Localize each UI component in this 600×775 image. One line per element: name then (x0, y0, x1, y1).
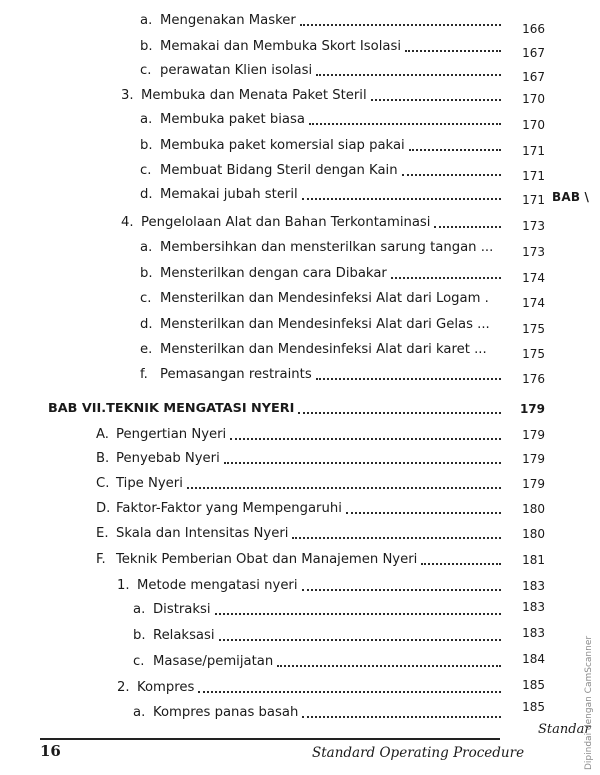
dot-leader (230, 437, 501, 440)
toc-entry (140, 312, 545, 336)
toc-entry (96, 446, 545, 468)
toc-entry-label: a. (140, 13, 153, 28)
toc-entry (140, 337, 545, 361)
toc-entry-text: Mengenakan Masker (160, 13, 296, 28)
dot-leader (187, 486, 501, 489)
toc-entry-label: d. (140, 187, 153, 202)
toc-entry (140, 133, 545, 158)
toc-entry-label: 2. (117, 680, 130, 695)
toc-entry-page: 176 (522, 372, 545, 386)
footer-title: Standard Operating Procedure (312, 745, 525, 761)
toc-entry-label: a. (133, 705, 146, 720)
page-number: 16 (40, 742, 61, 760)
toc-entry-label: B. (96, 451, 110, 466)
toc-entry-text: Membuat Bidang Steril dengan Kain (160, 163, 398, 178)
toc-entry-text: Memakai dan Membuka Skort Isolasi (160, 39, 402, 54)
toc-entry-page: 175 (522, 322, 545, 336)
toc-entry (117, 573, 545, 595)
dot-leader (421, 562, 501, 565)
dot-leader (215, 612, 501, 615)
toc-entry-label: b. (133, 628, 146, 643)
toc-entry-text: Faktor-Faktor yang Mempengaruhi (116, 501, 342, 516)
dot-leader (434, 225, 501, 228)
toc-entry-page: 183 (522, 600, 545, 614)
toc-entry (140, 362, 545, 386)
toc-entry-text: Distraksi (153, 602, 211, 617)
scanner-watermark: Dipindai dengan CamScanner (584, 635, 594, 770)
toc-entry (140, 158, 545, 183)
toc-entry-label: b. (140, 138, 153, 153)
toc-entry-page: 166 (522, 22, 545, 36)
toc-entry-page: 167 (522, 46, 545, 60)
dot-leader (277, 664, 501, 667)
toc-entry (140, 261, 545, 285)
toc-entry-page: 184 (522, 652, 545, 666)
toc-entry (121, 83, 545, 106)
toc-entry-text: Mensterilkan dan Mendesinfeksi Alat dari Logam . (160, 291, 489, 306)
toc-entry (133, 649, 545, 671)
toc-entry-label: D. (96, 501, 111, 516)
toc-entry-label: c. (140, 63, 152, 78)
toc-entry-text: Teknik Pemberian Obat dan Manajemen Nyeri (116, 552, 418, 567)
toc-entry-page: 170 (522, 92, 545, 106)
toc-entry-label: a. (140, 112, 153, 127)
toc-entry-text: Mensterilkan dan Mendesinfeksi Alat dari karet ... (160, 342, 487, 357)
toc-entry (140, 235, 545, 259)
toc-entry-label: 4. (121, 215, 134, 230)
toc-entry (96, 471, 545, 493)
dot-leader (302, 588, 501, 591)
dot-leader (302, 715, 501, 718)
toc-entry-page: 171 (522, 169, 545, 183)
toc-entry-text: Tipe Nyeri (116, 476, 183, 491)
toc-entry-text: perawatan Klien isolasi (160, 63, 313, 78)
toc-entry (121, 210, 545, 233)
toc-entry-page: 181 (522, 553, 545, 567)
adjacent-page-heading: BAB \ (552, 190, 590, 204)
toc-entry (133, 597, 545, 619)
toc-entry-page: 170 (522, 118, 545, 132)
toc-entry-label: 1. (117, 578, 130, 593)
toc-entry-text: Membuka paket komersial siap pakai (160, 138, 405, 153)
toc-entry-page: 179 (522, 477, 545, 491)
toc-entry-text: Membuka paket biasa (160, 112, 305, 127)
toc-entry-label: a. (140, 240, 153, 255)
dot-leader (300, 23, 501, 26)
dot-leader (302, 197, 501, 200)
toc-entry-label: A. (96, 427, 109, 442)
toc-entry-text: Membersihkan dan mensterilkan sarung tangan ... (160, 240, 494, 255)
toc-entry-page: 167 (522, 70, 545, 84)
toc-entry-page: 179 (522, 428, 545, 442)
toc-entry-text: Relaksasi (153, 628, 215, 643)
toc-entry-label: C. (96, 476, 110, 491)
toc-entry (117, 675, 545, 697)
toc-entry (96, 496, 545, 518)
toc-entry (140, 34, 545, 60)
dot-leader (224, 461, 501, 464)
toc-entry-text: Masase/pemijatan (153, 654, 274, 669)
toc-entry-text: Pengertian Nyeri (116, 427, 227, 442)
dot-leader (292, 536, 501, 539)
dot-leader (402, 173, 501, 176)
toc-entry-label: f. (140, 367, 148, 382)
toc-entry-label: b. (140, 266, 153, 281)
toc-entry-text: Kompres (137, 680, 195, 695)
dot-leader (391, 276, 501, 279)
toc-entry-page: 173 (522, 245, 545, 259)
toc-entry-label: 3. (121, 88, 134, 103)
dot-leader (298, 411, 501, 414)
toc-entry-label: a. (133, 602, 146, 617)
toc-entry (96, 422, 545, 444)
adjacent-page-footer: Standar (538, 722, 591, 737)
dot-leader (409, 148, 501, 151)
toc-entry-label: d. (140, 317, 153, 332)
dot-leader (371, 98, 501, 101)
toc-entry (96, 547, 545, 569)
toc-entry-page: 173 (522, 219, 545, 233)
toc-entry-text: Mensterilkan dengan cara Dibakar (160, 266, 387, 281)
dot-leader (405, 49, 501, 52)
toc-entry-page: 171 (522, 193, 545, 207)
dot-leader (346, 511, 501, 514)
toc-entry-text: Metode mengatasi nyeri (137, 578, 298, 593)
toc-entry (140, 107, 545, 132)
toc-entry-label: c. (140, 163, 152, 178)
dot-leader (198, 690, 501, 693)
dot-leader (309, 122, 501, 125)
toc-entry-page: 183 (522, 579, 545, 593)
toc-entry (96, 521, 545, 543)
toc-entry-text: Kompres panas basah (153, 705, 299, 720)
toc-entry-text: Pengelolaan Alat dan Bahan Terkontaminasi (141, 215, 431, 230)
toc-entry-page: 171 (522, 144, 545, 158)
toc-entry-label: c. (133, 654, 145, 669)
toc-entry-label: e. (140, 342, 153, 357)
dot-leader (316, 73, 501, 76)
toc-entry-page: 180 (522, 527, 545, 541)
toc-entry (140, 58, 545, 84)
toc-entry-text: Mensterilkan dan Mendesinfeksi Alat dari Gelas ... (160, 317, 490, 332)
footer-rule (40, 738, 500, 740)
dot-leader (219, 638, 501, 641)
toc-entry-text: Membuka dan Menata Paket Steril (141, 88, 367, 103)
toc-entry-text: BAB VII.TEKNIK MENGATASI NYERI (48, 401, 295, 416)
toc-entry-page: 175 (522, 347, 545, 361)
toc-chapter-heading (48, 396, 545, 418)
toc-entry-page: 174 (522, 271, 545, 285)
toc-entry (133, 623, 545, 645)
toc-entry (140, 8, 545, 36)
toc-entry-text: Penyebab Nyeri (116, 451, 220, 466)
toc-entry (140, 182, 545, 207)
toc-entry-text: Pemasangan restraints (160, 367, 312, 382)
toc-entry-page: 185 (522, 700, 545, 714)
toc-entry-label: c. (140, 291, 152, 306)
toc-entry-page: 180 (522, 502, 545, 516)
toc-entry (140, 286, 545, 310)
toc-entry-label: E. (96, 526, 109, 541)
toc-entry-label: F. (96, 552, 106, 567)
toc-entry-label: b. (140, 39, 153, 54)
dot-leader (316, 377, 501, 380)
toc-entry-page: 179 (519, 402, 545, 416)
toc-entry (133, 700, 545, 722)
toc-entry-page: 174 (522, 296, 545, 310)
toc-entry-page: 185 (522, 678, 545, 692)
toc-entry-page: 183 (522, 626, 545, 640)
toc-entry-page: 179 (522, 452, 545, 466)
toc-entry-text: Skala dan Intensitas Nyeri (116, 526, 289, 541)
toc-entry-text: Memakai jubah steril (160, 187, 298, 202)
